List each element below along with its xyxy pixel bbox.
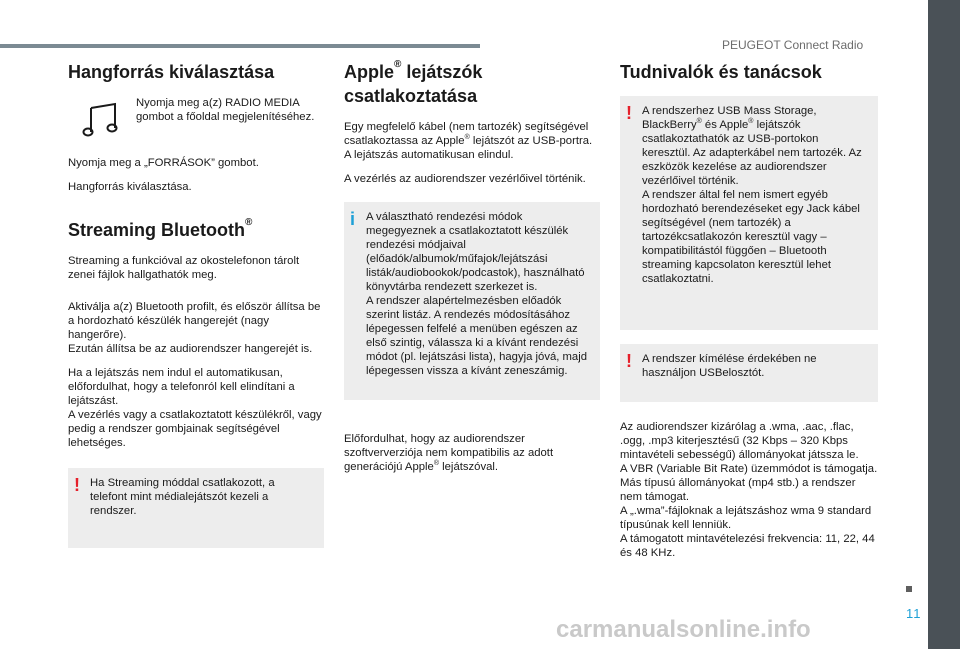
section-title-apple: Apple® lejátszók csatlakoztatása [344, 59, 483, 106]
note-text: A rendszer által fel nem ismert egyéb hordozható berendezéseket egy Jack kábel segítségével (nem tartozék) a tartozékcsatlakozón keresztül vagy – kompatibilitástól függően – Bluetooth streaming kapcsolaton keresztül lehet csatlakoztatni. [642, 189, 860, 285]
radio-media-step [68, 96, 324, 138]
paragraph: Ha a lejátszás nem indul el automatikusan, előfordulhat, hogy a telefonról kell elindítani a lejátszást. [68, 367, 295, 407]
paragraph: Ezután állítsa be az audiorendszer hangerejét is. [68, 343, 313, 355]
paragraph: Hangforrás kiválasztása. [68, 181, 192, 193]
warning-icon: ! [74, 475, 80, 495]
section-title-source: Hangforrás kiválasztása [68, 62, 275, 82]
paragraph: Az audiorendszer kizárólag a .wma, .aac, .flac, .ogg, .mp3 kiterjesztésű (32 Kbps – 320 Kbps mintavételi sebességű) állományokat játssza le. [620, 421, 859, 461]
paragraph: Előfordulhat, hogy az audiorendszer szoftververziója nem kompatibilis az adott generációjú Apple® lejátszóval. [344, 433, 554, 473]
warning-note [620, 344, 878, 402]
note-text: A választható rendezési módok megegyeznek a csatlakoztatott készülék rendezési módjaival (előadók/albumok/műfajok/lejátszási listák/audiobookok/podcastok), használható könyvtárba rendezett szerkezet is. [366, 211, 585, 293]
column-tips [620, 60, 878, 560]
paragraph: Egy megfelelő kábel (nem tartozék) segítségével csatlakoztassa az Apple® lejátszót az USB-portra. [344, 121, 593, 147]
paragraph: A lejátszás automatikusan elindul. [344, 149, 514, 161]
warning-icon: ! [626, 351, 632, 371]
paragraph: A támogatott mintavételezési frekvencia: 11, 22, 44 és 48 KHz. [620, 533, 875, 559]
page-side-band [928, 0, 960, 649]
note-text: Ha Streaming móddal csatlakozott, a telefont mint médialejátszót kezeli a rendszer. [90, 477, 275, 517]
info-icon: i [350, 209, 356, 229]
paragraph: A VBR (Variable Bit Rate) üzemmódot is támogatja. [620, 463, 878, 475]
note-text: A rendszerhez USB Mass Storage, BlackBerry® és Apple® lejátszók csatlakoztathatók az USB-portokon keresztül. Az adapterkábel nem tartozék. Az eszközök kezelése az audiorendszer vezérlőivel történik. [642, 105, 862, 187]
section-title-tips: Tudnivalók és tanácsok [620, 62, 822, 82]
paragraph: Más típusú állományokat (mp4 stb.) a rendszer nem támogat. [620, 477, 856, 503]
page-number: 11 [906, 606, 922, 621]
page-marker [906, 586, 912, 592]
section-title-bluetooth: Streaming Bluetooth® [68, 217, 253, 240]
watermark: carmanualsonline.info [556, 616, 811, 643]
music-note-icon [82, 102, 122, 138]
warning-note [620, 96, 878, 330]
page-header: PEUGEOT Connect Radio [722, 38, 864, 52]
paragraph: A vezérlés az audiorendszer vezérlőivel történik. [344, 173, 586, 185]
info-note [344, 202, 600, 400]
warning-note [68, 468, 324, 548]
paragraph: Aktiválja a(z) Bluetooth profilt, és először állítsa be a hordozható készülék hangerejét (nagy hangerőre). [68, 301, 321, 341]
paragraph: A vezérlés vagy a csatlakoztatott készülékről, vagy pedig a rendszer gombjainak segítségével lehetséges. [68, 409, 322, 449]
paragraph: A „.wma”-fájloknak a lejátszáshoz wma 9 standard típusúnak kell lenniük. [620, 505, 872, 531]
note-text: A rendszer kímélése érdekében ne használjon USBelosztót. [642, 353, 817, 379]
header-rule [0, 44, 480, 48]
note-text: A rendszer alapértelmezésben előadók szerint listáz. A rendezés módosításához lépegessen felfelé a menüben egészen az első szintig, válassza ki a kívánt rendezési módot (pl. lejátszási lista), hagyja jóvá, majd lépegessen vissza a kívánt zeneszámig. [366, 295, 588, 377]
radio-media-text: Nyomja meg a(z) RADIO MEDIA gombot a főoldal megjelenítéséhez. [136, 97, 315, 123]
column-source-selection [68, 60, 324, 562]
paragraph: Nyomja meg a „FORRÁSOK” gombot. [68, 157, 259, 169]
paragraph: Streaming a funkcióval az okostelefonon tárolt zenei fájlok hallgathatók meg. [68, 255, 300, 281]
column-apple [344, 60, 600, 484]
warning-icon: ! [626, 103, 632, 123]
